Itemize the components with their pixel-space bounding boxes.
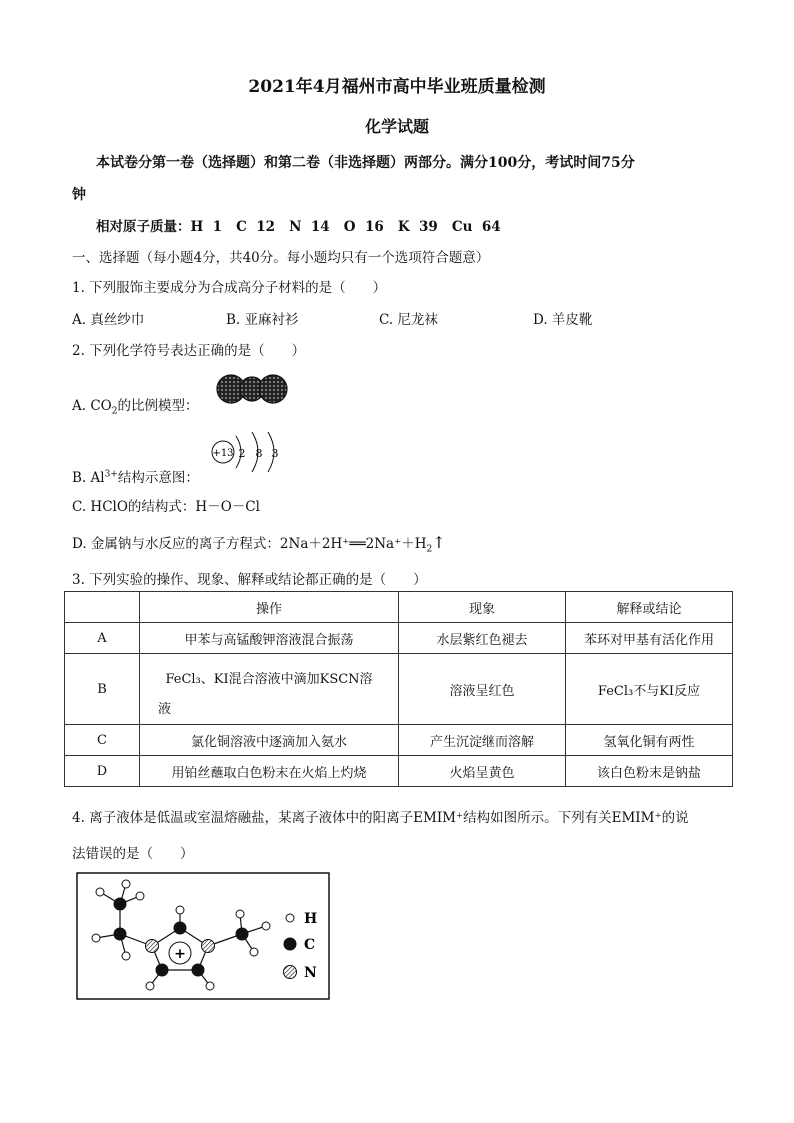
nucleus-charge: +13 <box>212 448 234 459</box>
table-row <box>65 654 733 725</box>
row-phenomenon: 溶液呈红色 <box>399 654 566 725</box>
atomic-masses: 相对原子质量：H 1 C 12 N 14 O 16 K 39 Cu 64 <box>96 219 501 235</box>
q2-a-prefix: A. CO <box>72 398 112 414</box>
header-cell-phenomenon: 现象 <box>399 592 566 623</box>
header-cell-operation: 操作 <box>140 592 399 623</box>
row-operation <box>140 654 399 725</box>
q2-option-a <box>72 394 198 417</box>
q2-a-sub: 2 <box>111 406 118 417</box>
q1-option-c: C. 尼龙袜 <box>379 312 438 328</box>
legend-nitrogen-label: N <box>304 965 317 981</box>
q1-stem: 1. 下列服饰主要成分为合成高分子材料的是（ ） <box>72 280 387 296</box>
row-operation: 氯化铜溶液中逐滴加入氨水 <box>140 725 399 756</box>
legend-carbon-label: C <box>304 937 316 953</box>
legend-nitrogen-icon <box>284 966 297 979</box>
row-label: A <box>65 623 140 654</box>
row-label: C <box>65 725 140 756</box>
oxygen-atom-right <box>259 375 287 403</box>
row-operation-line1: FeCl₃、KI混合溶液中滴加KSCN溶 <box>165 671 373 687</box>
intro-line-2: 钟 <box>72 187 86 203</box>
q2-option-b <box>72 466 199 486</box>
row-phenomenon: 火焰呈黄色 <box>399 756 566 787</box>
co2-space-filling-model <box>212 372 294 406</box>
q4-stem-line-1: 4. 离子液体是低温或室温熔融盐，某离子液体中的阳离子EMIM⁺结构如图所示。下列有关EMIM⁺的说 <box>72 810 689 826</box>
q2-b-sup: 3+ <box>104 469 118 480</box>
row-conclusion: 氢氧化铜有两性 <box>566 725 733 756</box>
q2-d-text: D. 金属钠与水反应的离子方程式：2Na＋2H⁺══2Na⁺＋H <box>72 536 427 552</box>
intro-line-1: 本试卷分第一卷（选择题）和第二卷（非选择题）两部分。满分100分，考试时间75分 <box>96 155 635 171</box>
shell-electrons-1: 2 <box>238 447 246 460</box>
q1-option-d: D. 羊皮靴 <box>533 312 593 328</box>
section-heading: 一、选择题（每小题4分，共40分。每小题均只有一个选项符合题意） <box>72 250 490 266</box>
emim-structure-figure <box>76 872 330 1000</box>
row-conclusion: FeCl₃不与KI反应 <box>566 654 733 725</box>
legend-hydrogen-label: H <box>304 911 318 927</box>
q2-stem: 2. 下列化学符号表达正确的是（ ） <box>72 343 306 359</box>
header-cell-blank <box>65 592 140 623</box>
row-operation-line2: 液 <box>158 701 172 717</box>
row-operation: 甲苯与高锰酸钾溶液混合振荡 <box>140 623 399 654</box>
q3-stem: 3. 下列实验的操作、现象、解释或结论都正确的是（ ） <box>72 572 427 588</box>
al-ion-structure-diagram <box>206 428 292 474</box>
q2-b-suffix: 结构示意图： <box>117 470 199 486</box>
table-header-row <box>65 592 733 623</box>
q2-b-prefix: B. Al <box>72 470 105 486</box>
ring-charge: + <box>174 946 186 962</box>
q3-table <box>64 591 733 787</box>
row-phenomenon: 产生沉淀继而溶解 <box>399 725 566 756</box>
page-title: 2021年4月福州市高中毕业班质量检测 <box>248 77 546 97</box>
row-conclusion: 苯环对甲基有活化作用 <box>566 623 733 654</box>
table-row <box>65 725 733 756</box>
q1-option-a: A. 真丝纱巾 <box>72 312 145 328</box>
row-operation: 用铂丝蘸取白色粉末在火焰上灼烧 <box>140 756 399 787</box>
row-conclusion: 该白色粉末是钠盐 <box>566 756 733 787</box>
row-label: D <box>65 756 140 787</box>
q4-stem-line-2: 法错误的是（ ） <box>72 846 194 862</box>
q2-option-d <box>72 532 446 555</box>
q2-d-sub: 2 <box>426 544 433 555</box>
page-subtitle: 化学试题 <box>364 117 429 136</box>
table-row <box>65 756 733 787</box>
row-label: B <box>65 654 140 725</box>
shell-electrons-2: 8 <box>255 447 263 460</box>
legend-carbon-icon <box>284 938 297 951</box>
shell-electrons-3: 3 <box>271 447 279 460</box>
row-phenomenon: 水层紫红色褪去 <box>399 623 566 654</box>
gas-arrow: ↑ <box>432 533 446 552</box>
q1-option-b: B. 亚麻衬衫 <box>226 312 299 328</box>
q2-option-c: C. HClO的结构式：H－O－Cl <box>72 499 260 515</box>
q2-a-suffix: 的比例模型： <box>117 398 199 414</box>
header-cell-conclusion: 解释或结论 <box>566 592 733 623</box>
table-row <box>65 623 733 654</box>
legend-hydrogen-icon <box>286 914 294 922</box>
